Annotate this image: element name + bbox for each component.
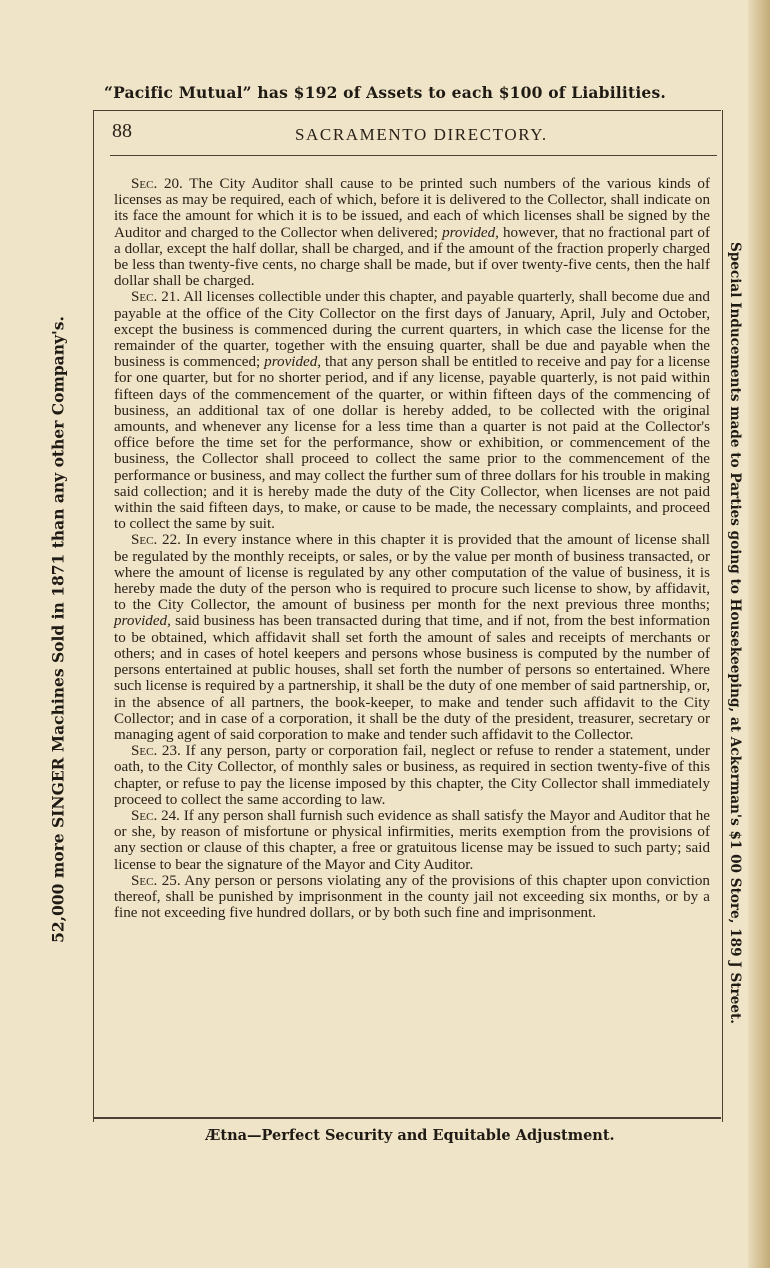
proviso-italic: provided,	[114, 613, 171, 630]
section-label: Sec. 21.	[131, 289, 181, 306]
section-text: however, that no fractional part of a dollar, except the half dollar, shall be charged, and if the amount of the fraction properly charged be less than twenty-five cents, no charge shall be made, but if over twenty-five cents, then the half dollar shall be charged.	[114, 224, 710, 290]
section-paragraph	[114, 532, 710, 743]
section-text: The City Auditor shall cause to be printed such numbers of the various kinds of licenses as may be required, each of which, before it is delivered to the Collector, shall indicate on its face the amount for which it is to be issued, and each of which licenses shall be signed by the Auditor and charged to the Collector when delivered;	[114, 176, 710, 241]
section-text: If any person shall furnish such evidence as shall satisfy the Mayor and Auditor that he or she, by reason of misfortune or physical infirmities, merits exemption from the provisions of any section or clause of this chapter, a free or gratuitous license may be issued to such party; said license to bear the signature of the Mayor and City Auditor.	[114, 807, 710, 873]
section-label: Sec. 23.	[131, 743, 181, 760]
proviso-italic: provided,	[264, 354, 322, 371]
section-label: Sec. 24.	[131, 807, 180, 824]
section-text: All licenses collectible under this chapter, and payable quarterly, shall become due and payable at the office of the City Collector on the first days of January, April, July and October, except the business is commenced during the current quarters, in which case the license for the remainder of the quarter, together with the ensuing quarter, shall be due and payable when the business is commenced;	[114, 289, 710, 371]
section-paragraph	[114, 289, 710, 532]
running-title: SACRAMENTO DIRECTORY.	[295, 125, 548, 144]
section-text: In every instance where in this chapter it is provided that the amount of license shall be regulated by the monthly receipts, or sales, or by the value per month of business transacted, or where the amount of license is regulated by any other computation of the value of business, it is hereby made the duty of the person who is required to procure such license to show, by affidavit, to the City Collector, the amount of business per month for the next previous three months;	[114, 532, 710, 614]
section-paragraph	[114, 873, 710, 922]
page-number: 88	[112, 120, 132, 142]
section-label: Sec. 20.	[131, 176, 183, 192]
section-text: Any person or persons violating any of the provisions of this chapter upon conviction thereof, shall be punished by imprisonment in the county jail not exceeding six months, or by a fine not exceeding five hundred dollars, or by both such fine and imprisonment.	[114, 872, 710, 922]
section-label: Sec. 25.	[131, 872, 181, 889]
section-text: If any person, party or corporation fail, neglect or refuse to render a statement, under oath, to the City Collector, of monthly sales or business, as required in section twenty-five of this chapter, or refuse to pay the license imposed by this chapter, the City Collector shall immediately proceed to collect the same according to law.	[114, 743, 710, 808]
page-edge-shadow	[748, 0, 770, 1268]
section-label: Sec. 22.	[131, 532, 181, 549]
right-margin-advertisement: Special Inducements made to Parties going to Housekeeping, at Ackerman's $1 00 Store, 189 J Street.	[727, 241, 743, 1025]
section-paragraph	[114, 808, 710, 873]
section-paragraph	[114, 743, 710, 808]
left-margin-advertisement: 52,000 more SINGER Machines Sold in 1871 than any other Company's.	[48, 316, 68, 943]
section-text: said business has been transacted during that time, and if not, from the best information to be obtained, which affidavit shall set forth the amount of sales and receipts of merchants or others; and in cases of hotel keepers and persons whose business is computed by the number of persons entertained at public houses, shall set forth the number of persons so entertained. Where such license is required by a partnership, it shall be the duty of one member of said partnership, or, in the absence of all partners, the book-keeper, to make and tender such affidavit to the City Collector; and in case of a corporation, it shall be the duty of the president, treasurer, secretary or managing agent of said corporation to make and tender such affidavit to the Collector.	[114, 613, 710, 743]
header-rule	[110, 155, 717, 156]
section-paragraph	[114, 176, 710, 289]
top-advertisement: “Pacific Mutual” has $192 of Assets to each $100 of Liabilities.	[103, 83, 666, 102]
proviso-italic: provided,	[442, 224, 499, 241]
bottom-advertisement: Ætna—Perfect Security and Equitable Adjustment.	[205, 1127, 615, 1144]
frame-bottom-rule	[93, 1117, 721, 1119]
body-text	[114, 176, 710, 921]
section-text: that any person shall be entitled to receive and pay for a license for one quarter, but for no shorter period, and if any license, payable quarterly, is not paid within fifteen days of the commencement of the quarter, or within fifteen days of the commencing of business, an additional tax of one dollar is hereby added, to be collected with the original amounts, and whenever any license for a less time than a quarter is not paid at the Collector's office before the time set for the performance, show or exhibition, or commencement of the business, the Collector shall proceed to collect the same prior to the commencement of the performance or business, and may collect the further sum of three dollars for his trouble in making said collection; and it is hereby made the duty of the City Collector, when licenses are not paid within the said fifteen days, to make, or cause to be made, the necessary complaints, and proceed to collect the same by suit.	[114, 354, 711, 533]
